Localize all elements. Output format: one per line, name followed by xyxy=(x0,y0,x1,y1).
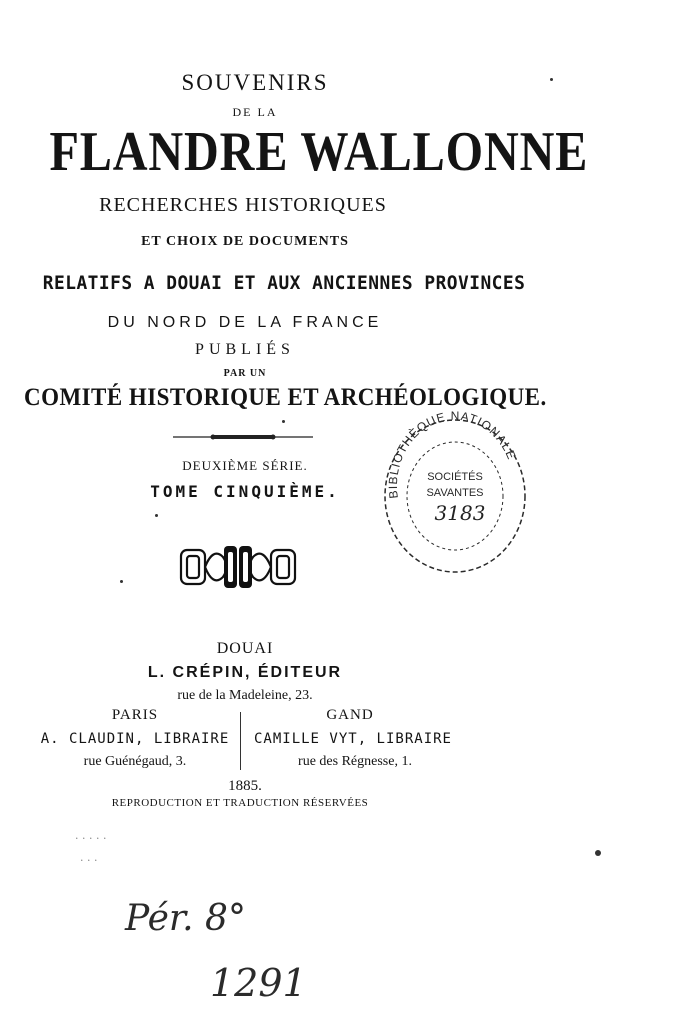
faded-mark-2: · · · xyxy=(80,854,98,867)
title-flandre-wallonne: FLANDRE WALLONNE xyxy=(49,121,589,183)
subtitle-par-un: PAR UN xyxy=(223,368,267,379)
imprint-year: 1885. xyxy=(228,778,262,794)
ink-speck xyxy=(155,514,158,517)
stamp-inner-line2: SAVANTES xyxy=(426,487,484,499)
subtitle-comite: COMITÉ HISTORIQUE ET ARCHÉOLOGIQUE. xyxy=(24,384,547,411)
svg-text:BIBLIOTHÈQUE NATIONALE xyxy=(386,409,519,500)
series-label: DEUXIÈME SÉRIE. xyxy=(182,458,308,473)
stamp-inner-line1: SOCIÉTÉS xyxy=(427,471,483,483)
subtitle-nord: DU NORD DE LA FRANCE xyxy=(107,314,383,331)
subtitle-recherches: RECHERCHES HISTORIQUES xyxy=(99,194,387,216)
title-souvenirs: SOUVENIRS xyxy=(181,70,329,95)
volume-label: TOME CINQUIÈME. xyxy=(150,482,340,501)
library-stamp xyxy=(380,408,530,576)
handwritten-shelfmark xyxy=(40,820,370,1020)
handwritten-line1: Pér. 8° xyxy=(125,898,246,939)
rights-notice: REPRODUCTION ET TRADUCTION RÉSERVÉES xyxy=(111,797,369,809)
imprint-gand-bookseller: CAMILLE VYT, LIBRAIRE xyxy=(253,731,452,747)
faded-mark-1: · · · · · xyxy=(75,832,107,845)
subtitle-choix: ET CHOIX DE DOCUMENTS xyxy=(141,234,349,249)
imprint-publisher: L. CRÉPIN, ÉDITEUR xyxy=(147,664,343,681)
stamp-ring-text: BIBLIOTHÈQUE NATIONALE xyxy=(385,408,519,500)
imprint-column-divider xyxy=(240,712,241,770)
ink-speck xyxy=(282,420,285,423)
imprint-paris-bookseller: A. CLAUDIN, LIBRAIRE xyxy=(40,731,230,747)
stamp-number: 3183 xyxy=(434,501,486,525)
ink-speck xyxy=(120,580,123,583)
subtitle-publies: PUBLIÉS xyxy=(195,341,295,358)
decorative-rule xyxy=(173,432,313,442)
ink-speck xyxy=(595,850,601,856)
imprint-gand-city: GAND xyxy=(326,707,374,723)
handwritten-line2: 1291 xyxy=(210,961,307,1005)
imprint-paris-city: PARIS xyxy=(111,707,159,723)
imprint-gand-address: rue des Régnesse, 1. xyxy=(298,754,412,769)
imprint-paris-address: rue Guénégaud, 3. xyxy=(83,754,187,769)
title-de-la: DE LA xyxy=(232,105,278,119)
printer-ornament xyxy=(178,542,298,592)
imprint-city: DOUAI xyxy=(216,640,274,657)
subtitle-relatifs: RELATIFS A DOUAI ET AUX ANCIENNES PROVINCES xyxy=(42,272,526,294)
ink-speck xyxy=(550,78,553,81)
imprint-address: rue de la Madeleine, 23. xyxy=(177,688,313,703)
